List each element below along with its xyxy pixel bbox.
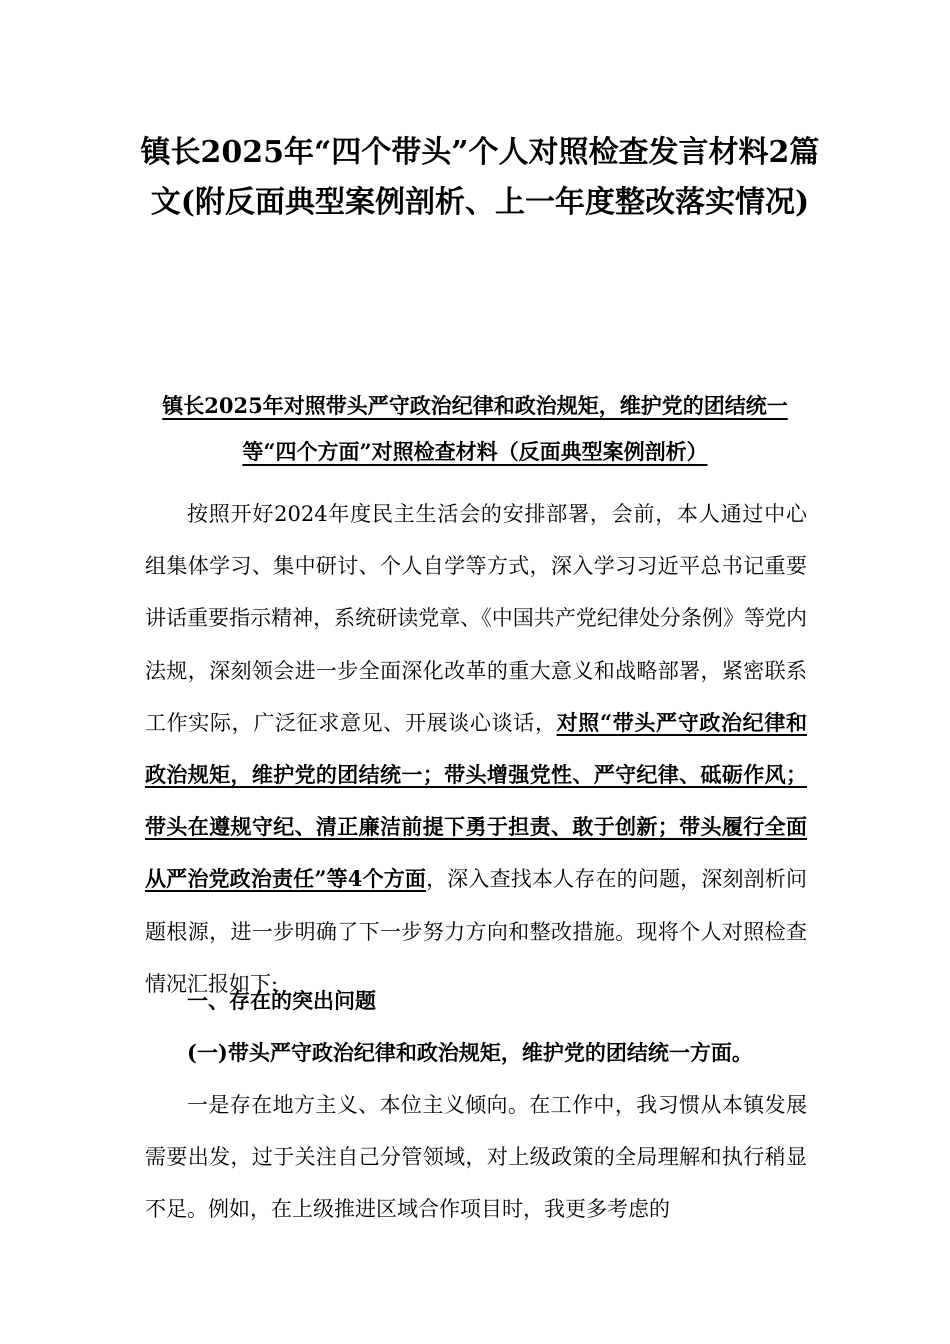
problem-paragraph-1: 一是存在地方主义、本位主义倾向。在工作中，我习惯从本镇发展需要出发，过于关注自己分管领域，对上级政策的全局理解和执行稍显不足。例如，在上级推进区域合作项目时，我更多考虑的 (145, 1093, 807, 1221)
intro-text-part2: ，深入查找本人存在的问题，深刻剖析问题根源，进一步明确了下一步努力方向和整改措施。现将个人对照检查情况汇报如下: (145, 867, 807, 996)
intro-text-part1: 按照开好2024年度民主生活会的安排部署，会前，本人通过中心组集体学习、集中研讨、个人自学等方式，深入学习习近平总书记重要讲话重要指示精神，系统研读党章、《中国共产党纪律处分条例》等党内法规，深刻领会进一步全面深化改革的重大意义和战略部署，紧密联系工作实际，广泛征求意见、开展谈心谈话， (145, 502, 807, 735)
section-title: 镇长2025年对照带头严守政治纪律和政治规矩，维护党的团结统一等“四个方面”对照检查材料（反面典型案例剖析） (162, 393, 788, 464)
subheading-political-discipline: (一)带头严守政治纪律和政治规矩，维护党的团结统一方面。 (187, 1040, 753, 1065)
heading-existing-problems: 一、存在的突出问题 (187, 988, 376, 1013)
document-title: 镇长2025年“四个带头”个人对照检查发言材料2篇文(附反面典型案例剖析、上一年度整改落实情况) (140, 135, 820, 220)
intro-emphasis-text: 对照“带头严守政治纪律和政治规矩，维护党的团结统一；带头增强党性、严守纪律、砥砺作风；带头在遵规守纪、清正廉洁前提下勇于担责、敢于创新；带头履行全面从严治党政治责任”等4个方面 (145, 709, 808, 892)
intro-paragraph (145, 488, 807, 1010)
